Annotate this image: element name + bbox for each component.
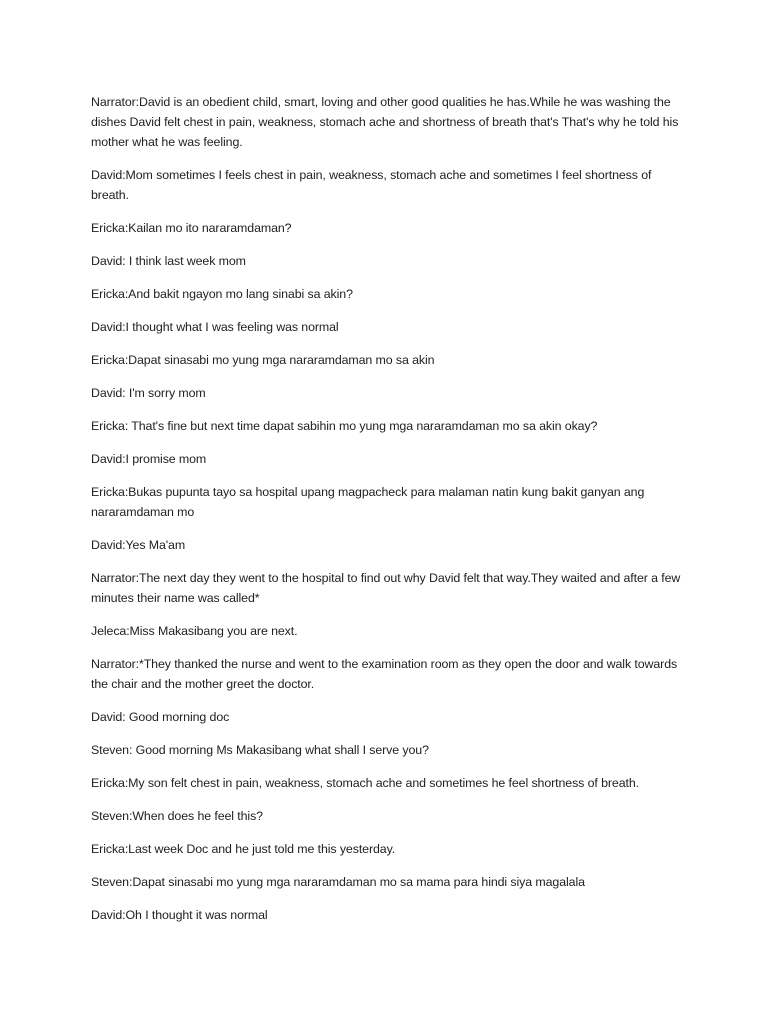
document-body: [91, 92, 691, 938]
paragraph-ericka-line: Ericka:And bakit ngayon mo lang sinabi sa akin?: [91, 287, 353, 301]
paragraph-jeleca-line: Jeleca:Miss Makasibang you are next.: [91, 624, 298, 638]
paragraph-ericka-line: Ericka:Last week Doc and he just told me this yesterday.: [91, 842, 396, 856]
paragraph-ericka-line: Ericka:My son felt chest in pain, weakness, stomach ache and sometimes he feel shortness of breath.: [91, 776, 639, 790]
paragraph-ericka-line: Ericka: That's fine but next time dapat sabihin mo yung mga nararamdaman mo sa akin okay?: [91, 419, 598, 433]
paragraph-steven-line: Steven:When does he feel this?: [91, 809, 263, 823]
paragraph-ericka-line: Ericka:Dapat sinasabi mo yung mga nararamdaman mo sa akin: [91, 353, 435, 367]
paragraph-narrator-line: Narrator:*They thanked the nurse and went to the examination room as they open the door and walk towards the chair and the mother greet the doctor.: [91, 657, 678, 691]
paragraph-ericka-line: Ericka:Kailan mo ito nararamdaman?: [91, 221, 292, 235]
paragraph-ericka-line: Ericka:Bukas pupunta tayo sa hospital upang magpacheck para malaman natin kung bakit ganyan ang nararamdaman mo: [91, 485, 645, 519]
paragraph-david-line: David: I'm sorry mom: [91, 386, 206, 400]
paragraph-steven-line: Steven:Dapat sinasabi mo yung mga nararamdaman mo sa mama para hindi siya magalala: [91, 875, 585, 889]
paragraph-david-line: David:Yes Ma'am: [91, 538, 186, 552]
paragraph-david-line: David:Oh I thought it was normal: [91, 908, 268, 922]
paragraph-david-line: David: I think last week mom: [91, 254, 246, 268]
paragraph-steven-line: Steven: Good morning Ms Makasibang what shall I serve you?: [91, 743, 429, 757]
paragraph-david-line: David:I promise mom: [91, 452, 207, 466]
paragraph-david-line: David:Mom sometimes I feels chest in pain, weakness, stomach ache and sometimes I feel shortness of breath.: [91, 168, 652, 202]
paragraph-narrator-intro: Narrator:David is an obedient child, smart, loving and other good qualities he has.While he was washing the dishes David felt chest in pain, weakness, stomach ache and shortness of breath that's That's why he told his mother what he was feeling.: [91, 95, 679, 149]
paragraph-david-line: David: Good morning doc: [91, 710, 230, 724]
paragraph-narrator-line: Narrator:The next day they went to the hospital to find out why David felt that way.They waited and after a few minutes their name was called*: [91, 571, 681, 605]
paragraph-david-line: David:I thought what I was feeling was normal: [91, 320, 339, 334]
